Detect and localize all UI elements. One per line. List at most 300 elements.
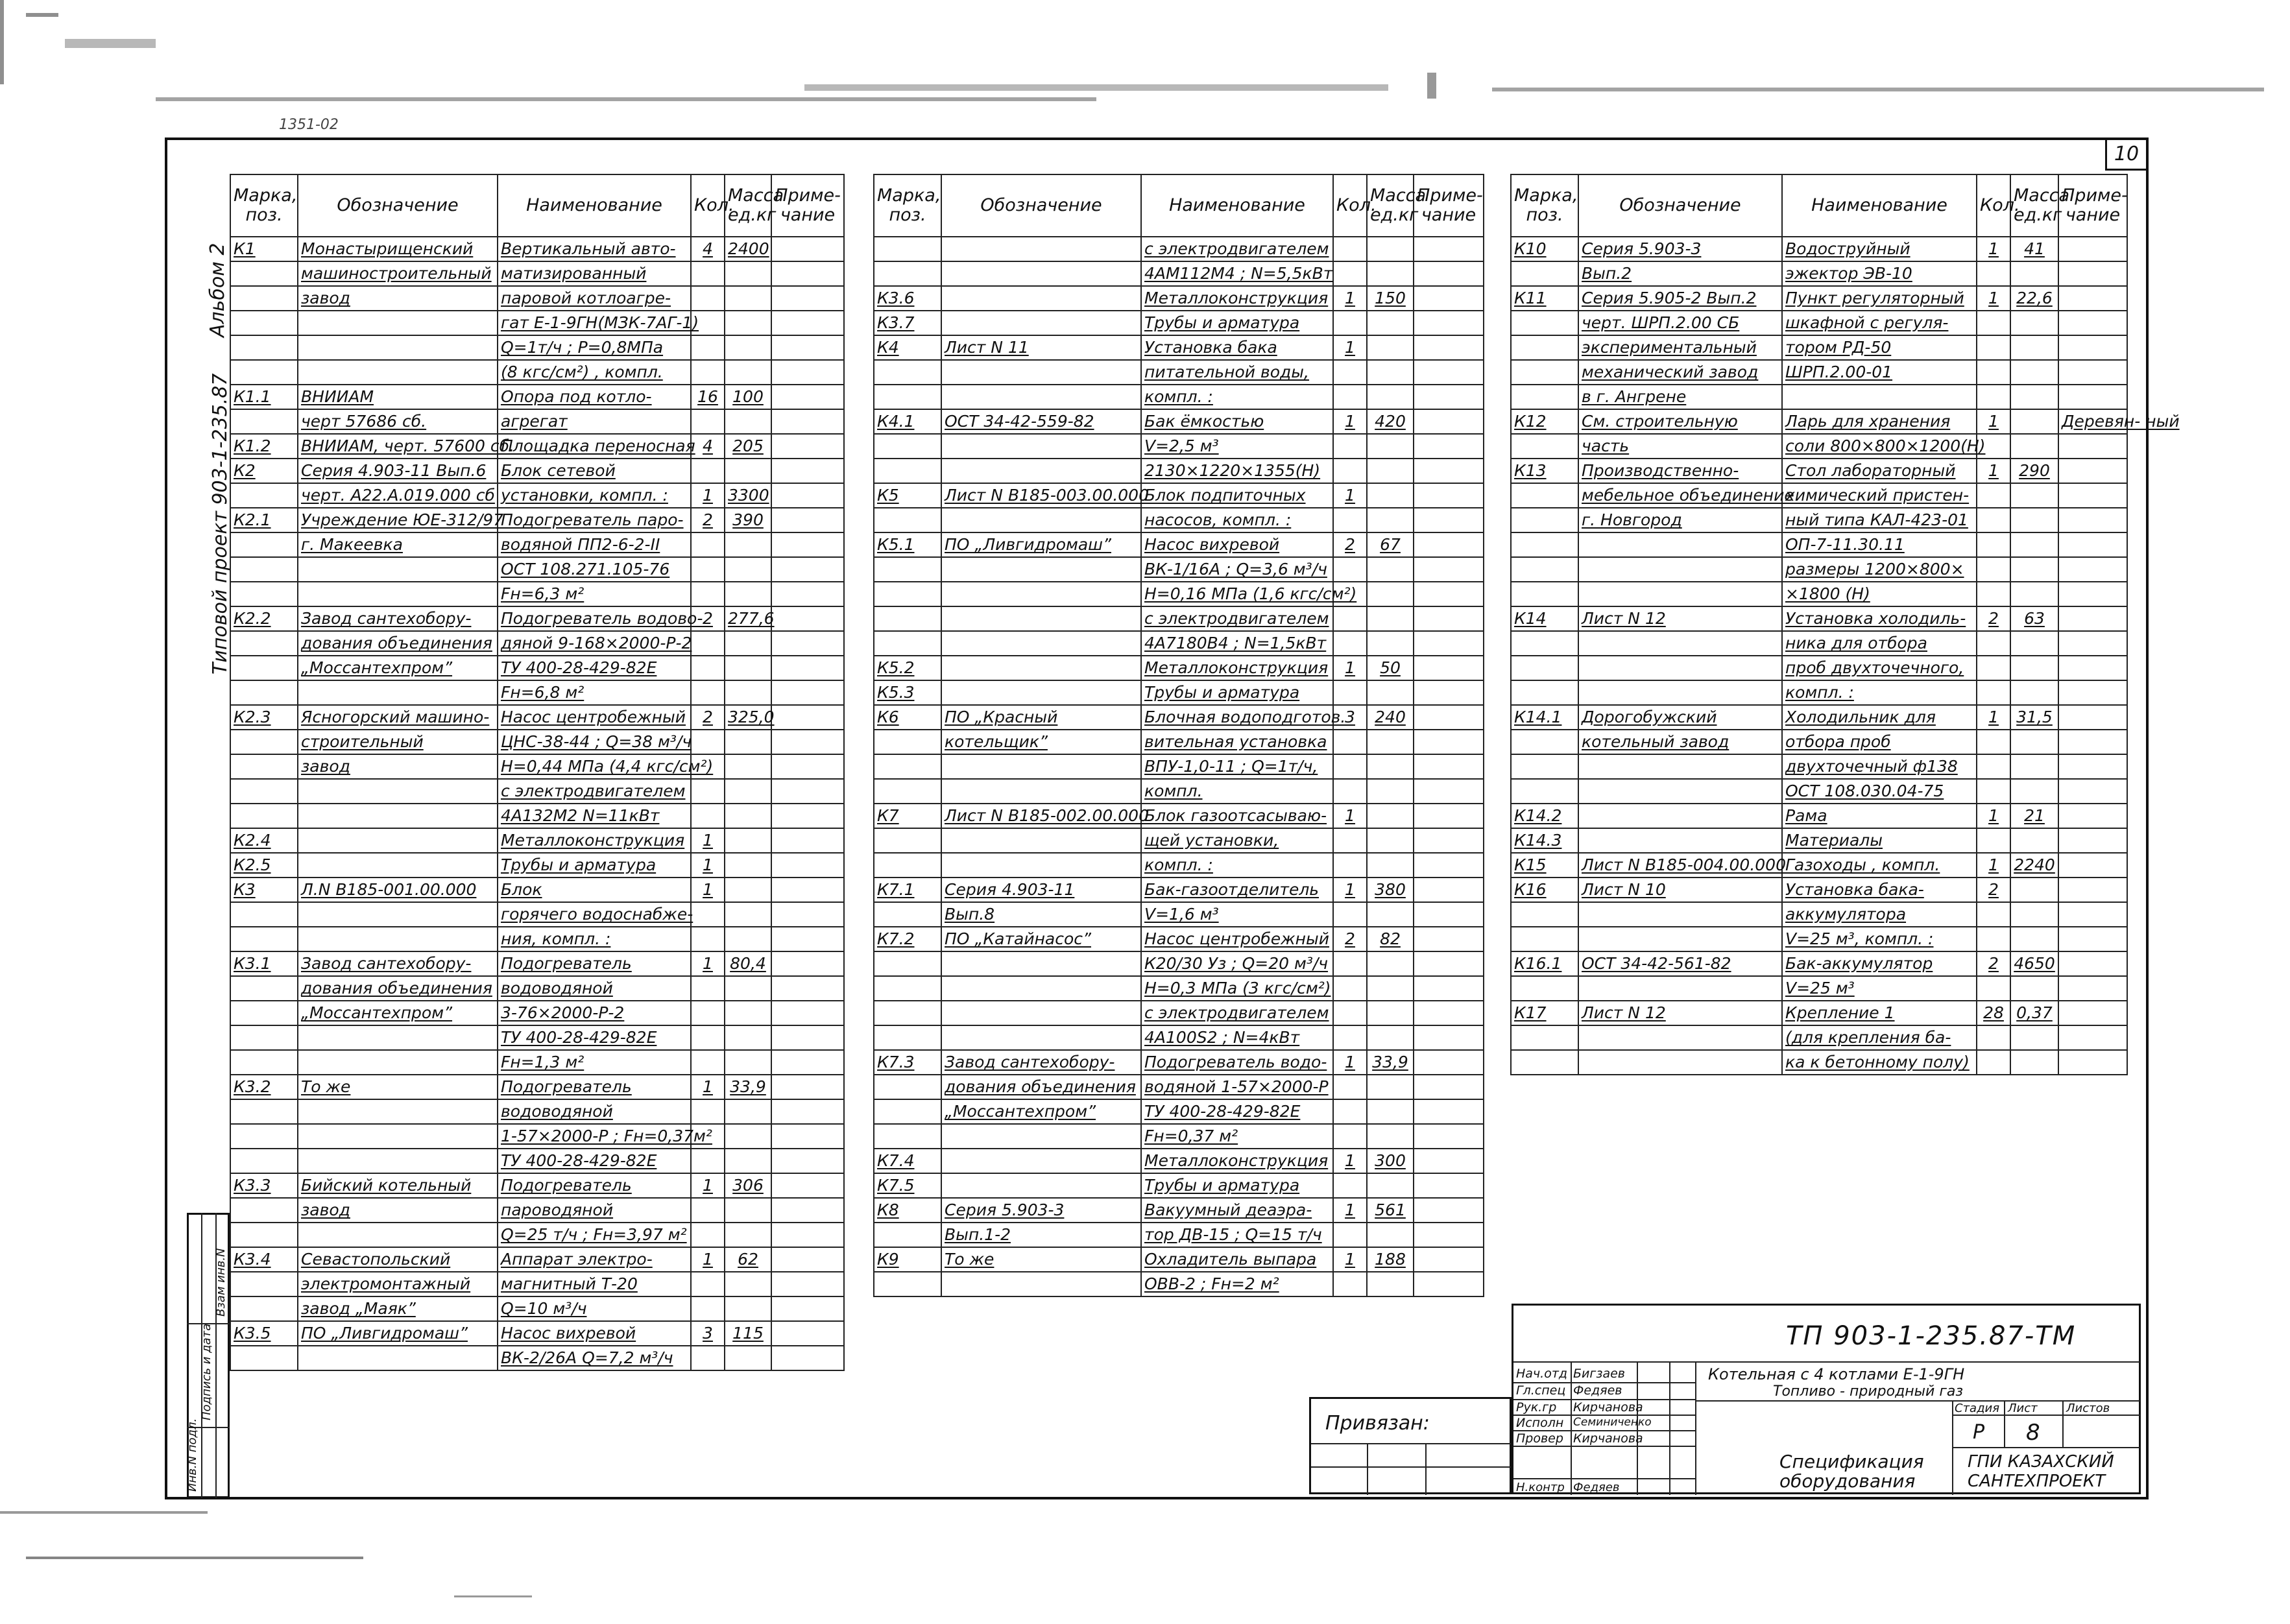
cell-mark: К9 [874, 1247, 941, 1272]
cell-designation: ПО „Ливгидромаш” [298, 1321, 498, 1346]
cell-mass: 561 [1367, 1198, 1414, 1223]
cell-mark [230, 582, 298, 606]
cell-mass: 21 [2010, 804, 2058, 828]
name-1: Бигзаев [1573, 1367, 1625, 1381]
table-row [1511, 582, 2127, 606]
table-row [874, 1099, 1484, 1124]
cell-name: Fн=1,3 м² [498, 1050, 691, 1075]
role-nach-otd: Нач.отд [1516, 1367, 1568, 1381]
cell-qty [1333, 1223, 1367, 1247]
cell-mark: К2.5 [230, 853, 298, 878]
cell-note [771, 1173, 844, 1198]
table-row [874, 878, 1484, 902]
description-line-1: Котельная с 4 котлами Е-1-9ГН [1708, 1365, 1965, 1383]
cell-mark: К16 [1511, 878, 1578, 902]
cell-designation: Завод сантехобору- [941, 1050, 1141, 1075]
cell-note [771, 434, 844, 459]
cell-qty: 3 [1333, 705, 1367, 730]
cell-designation: ВНИИАМ [298, 385, 498, 409]
cell-designation [941, 1173, 1141, 1198]
cell-name: с электродвигателем [1141, 237, 1333, 261]
cell-name: тором РД-50 [1782, 335, 1977, 360]
table-row [230, 1198, 844, 1223]
cell-mass: 325,0 [725, 705, 771, 730]
cell-qty: 1 [1977, 705, 2010, 730]
table-row [1511, 1025, 2127, 1050]
cell-name: Холодильник для [1782, 705, 1977, 730]
cell-designation: ВНИИАМ, черт. 57600 сб. [298, 434, 498, 459]
cell-designation: черт 57686 сб. [298, 409, 498, 434]
cell-mark: К2.2 [230, 606, 298, 631]
cell-note [1414, 680, 1484, 705]
table-row [230, 409, 844, 434]
cell-name: щей установки, [1141, 828, 1333, 853]
table-row [230, 606, 844, 631]
cell-mark [1511, 656, 1578, 680]
cell-name: ния, компл. : [498, 927, 691, 951]
cell-note [771, 680, 844, 705]
cell-mass [1367, 508, 1414, 532]
cell-designation [298, 1223, 498, 1247]
table-row [230, 434, 844, 459]
table-row [230, 1149, 844, 1173]
table-row [1511, 1050, 2127, 1075]
cell-note [2058, 261, 2127, 286]
cell-mass: 240 [1367, 705, 1414, 730]
cell-note [1414, 335, 1484, 360]
cell-mass: 277,6 [725, 606, 771, 631]
cell-name: Установка холодиль- [1782, 606, 1977, 631]
cell-mark [874, 1223, 941, 1247]
cell-note [771, 1247, 844, 1272]
col-header-mass: Масса ед.кг [1367, 174, 1414, 237]
cell-qty: 1 [691, 951, 725, 976]
table-row [1511, 311, 2127, 335]
cell-qty: 28 [1977, 1001, 2010, 1025]
cell-name: Подогреватель [498, 1173, 691, 1198]
cell-mass [2010, 754, 2058, 779]
cell-mark [874, 1124, 941, 1149]
cell-mass [2010, 1050, 2058, 1075]
cell-mark [874, 606, 941, 631]
cell-mass [2010, 409, 2058, 434]
cell-qty: 1 [1977, 804, 2010, 828]
cell-mark [874, 1272, 941, 1296]
cell-qty [1977, 1050, 2010, 1075]
left-stamp-replace: Взам инв.N [214, 1248, 228, 1317]
cell-designation: механический завод [1578, 360, 1782, 385]
table-row [1511, 828, 2127, 853]
cell-mass: 63 [2010, 606, 2058, 631]
cell-mark: К3.3 [230, 1173, 298, 1198]
cell-mark [230, 335, 298, 360]
cell-mark [1511, 754, 1578, 779]
cell-mark [1511, 385, 1578, 409]
cell-designation [941, 853, 1141, 878]
cell-mass [1367, 237, 1414, 261]
cell-note [1414, 508, 1484, 532]
cell-mass: 150 [1367, 286, 1414, 311]
cell-name: Газоходы , компл. [1782, 853, 1977, 878]
cell-designation [298, 804, 498, 828]
cell-note [1414, 483, 1484, 508]
cell-qty [691, 730, 725, 754]
cell-name: Q=10 м³/ч [498, 1296, 691, 1321]
cell-designation [941, 828, 1141, 853]
cell-designation: в г. Ангрене [1578, 385, 1782, 409]
cell-designation [941, 656, 1141, 680]
cell-mark [230, 409, 298, 434]
cell-qty [691, 1050, 725, 1075]
cell-qty: 2 [1977, 878, 2010, 902]
cell-note [2058, 656, 2127, 680]
cell-qty [691, 927, 725, 951]
cell-mass: 2400 [725, 237, 771, 261]
cell-qty [1333, 360, 1367, 385]
cell-designation: черт. А22.А.019.000 сб [298, 483, 498, 508]
title-block [1512, 1304, 2141, 1494]
cell-mark [230, 1272, 298, 1296]
cell-mass [1367, 606, 1414, 631]
cell-name: Материалы [1782, 828, 1977, 853]
cell-mass: 390 [725, 508, 771, 532]
role-prover: Провер [1516, 1431, 1563, 1446]
cell-name: ОСТ 108.271.105-76 [498, 557, 691, 582]
cell-mark: К7 [874, 804, 941, 828]
cell-designation [1578, 557, 1782, 582]
cell-mark: К15 [1511, 853, 1578, 878]
cell-name: ОСТ 108.030.04-75 [1782, 779, 1977, 804]
cell-designation: Лист N 12 [1578, 1001, 1782, 1025]
cell-designation: Лист N 12 [1578, 606, 1782, 631]
cell-name: Q=25 т/ч ; Fн=3,97 м² [498, 1223, 691, 1247]
cell-mark: К11 [1511, 286, 1578, 311]
table-row [874, 1272, 1484, 1296]
cell-qty [1333, 680, 1367, 705]
cell-designation [1578, 976, 1782, 1001]
cell-mark [874, 237, 941, 261]
cell-designation: Серия 5.905-2 Вып.2 [1578, 286, 1782, 311]
cell-note [1414, 557, 1484, 582]
cell-note [771, 779, 844, 804]
cell-mass: 380 [1367, 878, 1414, 902]
cell-name: Вертикальный авто- [498, 237, 691, 261]
cell-qty: 2 [1977, 606, 2010, 631]
cell-name: компл. [1141, 779, 1333, 804]
cell-mass [2010, 532, 2058, 557]
table-row [874, 582, 1484, 606]
cell-name: Водоструйный [1782, 237, 1977, 261]
cell-mark: К4 [874, 335, 941, 360]
cell-designation [941, 976, 1141, 1001]
cell-mark: К7.4 [874, 1149, 941, 1173]
cell-mark [874, 459, 941, 483]
cell-qty: 1 [1333, 1247, 1367, 1272]
cell-qty [1333, 1099, 1367, 1124]
cell-designation: часть [1578, 434, 1782, 459]
cell-name: Блок сетевой [498, 459, 691, 483]
cell-qty [1333, 606, 1367, 631]
cell-note [2058, 730, 2127, 754]
cell-mark [230, 1296, 298, 1321]
cell-mass [725, 1272, 771, 1296]
table-row [874, 1001, 1484, 1025]
cell-mass [1367, 1025, 1414, 1050]
role-gl-spec: Гл.спец [1516, 1383, 1566, 1398]
cell-mass [725, 1149, 771, 1173]
cell-qty [1977, 730, 2010, 754]
cell-mass [725, 828, 771, 853]
cell-designation: Завод сантехобору- [298, 606, 498, 631]
cell-qty [691, 804, 725, 828]
cell-mark [230, 656, 298, 680]
cell-qty [1977, 631, 2010, 656]
table-row [1511, 951, 2127, 976]
cell-qty [1977, 532, 2010, 557]
cell-designation [1578, 1025, 1782, 1050]
cell-note [771, 976, 844, 1001]
cell-qty: 1 [1333, 1149, 1367, 1173]
cell-mass: 80,4 [725, 951, 771, 976]
organization-line-2: САНТЕХПРОЕКТ [1968, 1472, 2106, 1491]
cell-mark [230, 1050, 298, 1075]
cell-name: Насос центробежный [498, 705, 691, 730]
cell-note [1414, 976, 1484, 1001]
cell-mark: К14.3 [1511, 828, 1578, 853]
cell-note [771, 1050, 844, 1075]
cell-name: Fн=6,3 м² [498, 582, 691, 606]
cell-note [1414, 1124, 1484, 1149]
table-row [230, 1296, 844, 1321]
cell-note [2058, 532, 2127, 557]
cell-note [771, 1099, 844, 1124]
cell-name: Трубы и арматура [1141, 680, 1333, 705]
cell-designation [1578, 804, 1782, 828]
table-row [874, 853, 1484, 878]
cell-name: размеры 1200×800× [1782, 557, 1977, 582]
cell-mass: 22,6 [2010, 286, 2058, 311]
table-row [230, 385, 844, 409]
cell-mark [874, 779, 941, 804]
cell-note [771, 730, 844, 754]
col-header-mark: Марка, поз. [1511, 174, 1578, 237]
cell-designation [298, 680, 498, 705]
table-row [1511, 853, 2127, 878]
cell-mark: К1.2 [230, 434, 298, 459]
table-row [874, 1198, 1484, 1223]
cell-qty: 3 [691, 1321, 725, 1346]
cell-qty [691, 557, 725, 582]
cell-mark [230, 261, 298, 286]
cell-qty: 4 [691, 237, 725, 261]
table-row [230, 459, 844, 483]
cell-designation: машиностроительный [298, 261, 498, 286]
left-stamp-inv: Инв.N подл. [186, 1418, 199, 1492]
cell-note [2058, 1025, 2127, 1050]
cell-mass [725, 1099, 771, 1124]
cell-name: дяной 9-168×2000-Р-2 [498, 631, 691, 656]
cell-mark [230, 1099, 298, 1124]
cell-mark: К1 [230, 237, 298, 261]
cell-name: 1-57×2000-Р ; Fн=0,37м² [498, 1124, 691, 1149]
cell-note [1414, 754, 1484, 779]
cell-qty: 1 [691, 1075, 725, 1099]
table-row [874, 434, 1484, 459]
cell-mark [1511, 261, 1578, 286]
cell-designation: г. Макеевка [298, 532, 498, 557]
cell-note [771, 1075, 844, 1099]
cell-name: 4А7180В4 ; N=1,5кВт [1141, 631, 1333, 656]
cell-note [1414, 385, 1484, 409]
cell-qty: 2 [691, 508, 725, 532]
cell-note [771, 878, 844, 902]
cell-qty [1333, 976, 1367, 1001]
table-row [874, 951, 1484, 976]
table-row [230, 680, 844, 705]
cell-mass [725, 656, 771, 680]
cell-name: ТУ 400-28-429-82Е [498, 1149, 691, 1173]
cell-note [771, 508, 844, 532]
cell-name: двухточечный ф138 [1782, 754, 1977, 779]
cell-mark [230, 532, 298, 557]
cell-designation: завод [298, 754, 498, 779]
cell-name: Металлоконструкция [498, 828, 691, 853]
cell-mass: 33,9 [1367, 1050, 1414, 1075]
cell-designation: Л.N В185-001.00.000 [298, 878, 498, 902]
cell-note [1414, 311, 1484, 335]
cell-name: пароводяной [498, 1198, 691, 1223]
cell-mark [230, 1025, 298, 1050]
cell-mass [1367, 1001, 1414, 1025]
cell-note [1414, 1075, 1484, 1099]
table-row [230, 1247, 844, 1272]
cell-qty [1333, 1001, 1367, 1025]
cell-qty: 1 [1333, 483, 1367, 508]
cell-designation [941, 1272, 1141, 1296]
table-row [230, 1099, 844, 1124]
cell-name: компл. : [1141, 853, 1333, 878]
cell-designation: дования объединения [298, 631, 498, 656]
table-row [230, 1001, 844, 1025]
cell-name: с электродвигателем [1141, 1001, 1333, 1025]
cell-qty: 1 [1333, 286, 1367, 311]
cell-mark [230, 976, 298, 1001]
cell-designation [298, 557, 498, 582]
cell-mass [725, 927, 771, 951]
col-header-note: Приме- чание [771, 174, 844, 237]
cell-qty [691, 1099, 725, 1124]
cell-name: Металлоконструкция [1141, 656, 1333, 680]
cell-qty: 1 [1333, 878, 1367, 902]
cell-mass [725, 1346, 771, 1370]
cell-mass [725, 1050, 771, 1075]
cell-qty [691, 1296, 725, 1321]
cell-name: ка к бетонному полу) [1782, 1050, 1977, 1075]
cell-note [2058, 878, 2127, 902]
cell-mass: 41 [2010, 237, 2058, 261]
table-row [230, 976, 844, 1001]
cell-mass [1367, 557, 1414, 582]
cell-mark [1511, 730, 1578, 754]
cell-mark [874, 754, 941, 779]
cell-mass: 100 [725, 385, 771, 409]
cell-note [1414, 459, 1484, 483]
table-row [874, 286, 1484, 311]
cell-name: (для крепления ба- [1782, 1025, 1977, 1050]
cell-designation [941, 261, 1141, 286]
cell-mark [230, 1149, 298, 1173]
cell-designation [941, 951, 1141, 976]
cell-note [1414, 1223, 1484, 1247]
cell-note [2058, 804, 2127, 828]
cell-qty: 1 [1977, 286, 2010, 311]
cell-designation [298, 1050, 498, 1075]
cell-mass [725, 532, 771, 557]
cell-mass [725, 459, 771, 483]
cell-designation: ОСТ 34-42-561-82 [1578, 951, 1782, 976]
cell-name: 2130×1220×1355(Н) [1141, 459, 1333, 483]
cell-note [1414, 730, 1484, 754]
cell-mark [1511, 902, 1578, 927]
cell-qty: 1 [1977, 459, 2010, 483]
col-header-note: Приме- чание [1414, 174, 1484, 237]
table-row [1511, 754, 2127, 779]
cell-mark: К16.1 [1511, 951, 1578, 976]
cell-mark [230, 927, 298, 951]
table-row [230, 1321, 844, 1346]
cell-note [771, 927, 844, 951]
cell-name: V=25 м³ [1782, 976, 1977, 1001]
cell-name: ОВВ-2 ; Fн=2 м² [1141, 1272, 1333, 1296]
cell-qty [691, 1149, 725, 1173]
cell-mark [1511, 335, 1578, 360]
cell-note [771, 261, 844, 286]
table-row [874, 804, 1484, 828]
cell-designation: Лист N В185-002.00.000 [941, 804, 1141, 828]
cell-note [2058, 385, 2127, 409]
cell-mark [874, 582, 941, 606]
cell-mass [2010, 582, 2058, 606]
cell-qty [691, 976, 725, 1001]
cell-designation [941, 1149, 1141, 1173]
cell-note [1414, 606, 1484, 631]
table-row [1511, 434, 2127, 459]
cell-mass: 67 [1367, 532, 1414, 557]
table-row [230, 656, 844, 680]
cell-mass [2010, 730, 2058, 754]
cell-name: магнитный Т-20 [498, 1272, 691, 1296]
cell-qty [1333, 1272, 1367, 1296]
table-row [874, 976, 1484, 1001]
table-row [874, 730, 1484, 754]
cell-mark [1511, 508, 1578, 532]
cell-mass: 306 [725, 1173, 771, 1198]
cell-mass [2010, 779, 2058, 804]
cell-designation [941, 434, 1141, 459]
cell-name: эжектор ЭВ-10 [1782, 261, 1977, 286]
cell-mark: К3.2 [230, 1075, 298, 1099]
cell-mass [725, 311, 771, 335]
cell-designation [1578, 754, 1782, 779]
cell-note [771, 804, 844, 828]
cell-note [2058, 976, 2127, 1001]
cell-mark [874, 1099, 941, 1124]
cell-designation: котельный завод [1578, 730, 1782, 754]
table-row [874, 508, 1484, 532]
table-row [230, 286, 844, 311]
col-header-note: Приме- чание [2058, 174, 2127, 237]
cell-name [1782, 385, 1977, 409]
